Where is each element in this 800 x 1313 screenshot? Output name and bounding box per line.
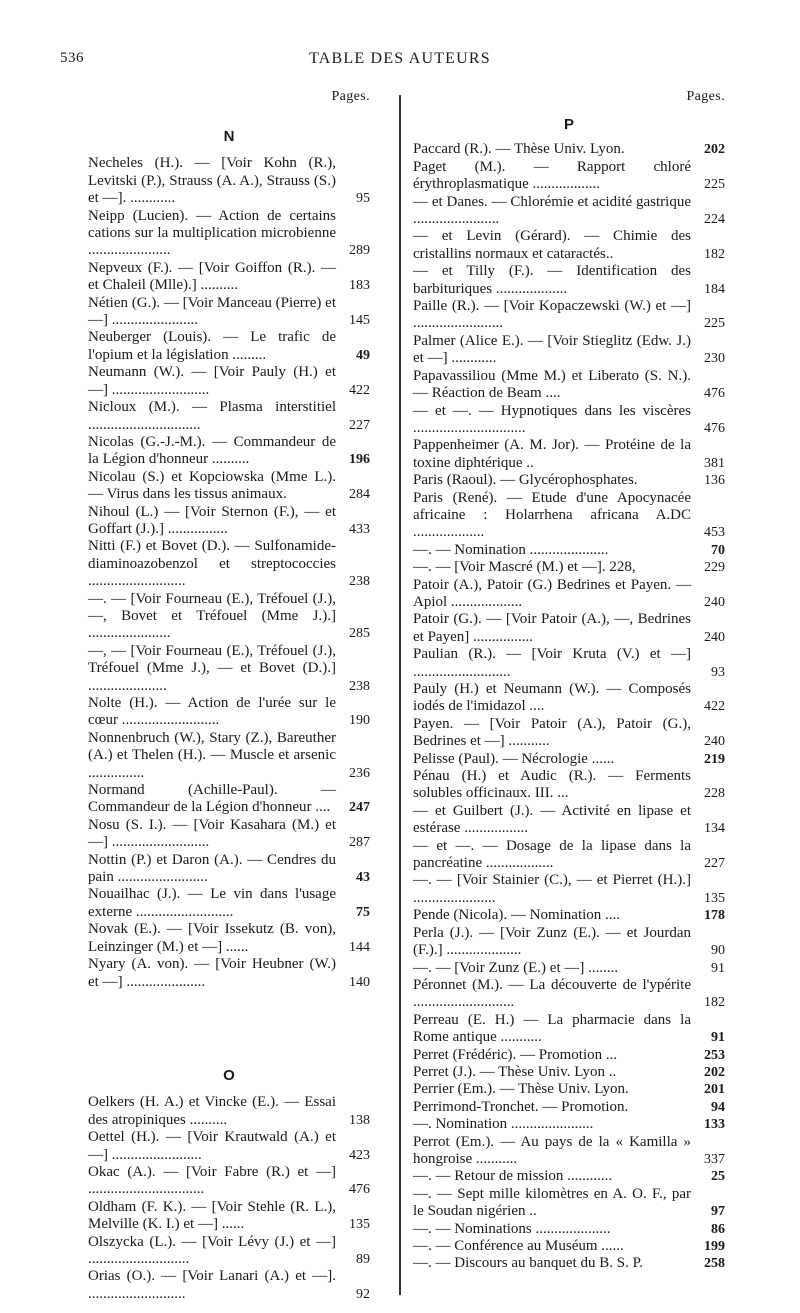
index-entry (88, 921, 370, 956)
entry-text: — et —. — Hypnotiques dans les viscères .............................. (413, 402, 691, 436)
pages-column-label: Pages. (686, 89, 725, 104)
entry-text: —, — [Voir Fourneau (E.), Tréfouel (J.), Tréfouel (Mme J.), — et Bovet (D.).] ..................... (88, 642, 336, 694)
entry-text: Perret (Frédéric). — Promotion ... (413, 1046, 618, 1063)
index-entry (413, 1047, 725, 1064)
entry-page-number: 285 (349, 626, 370, 642)
entry-page-number: 453 (704, 525, 725, 541)
entry-text: Paille (R.). — [Voir Kopaczewski (W.) et —] ........................ (413, 298, 691, 332)
index-entry (88, 782, 370, 817)
entry-page-number: 183 (349, 278, 370, 294)
index-entry (413, 1012, 725, 1047)
entry-text: Orias (O.). — [Voir Lanari (A.) et —]. .......................... (88, 1268, 336, 1302)
index-entry (88, 538, 370, 590)
index-entry (88, 1199, 370, 1234)
entry-text: Patoir (A.), Patoir (G.) Bedrines et Payen. — Apiol ................... (413, 576, 691, 610)
entry-text: —. Nomination ...................... (413, 1116, 594, 1133)
index-entry (88, 886, 370, 921)
section-letter-o: O (223, 1066, 235, 1084)
index-entry (88, 730, 370, 782)
entry-text: Paris (Raoul). — Glycérophosphates. (413, 472, 638, 489)
index-entry (88, 364, 370, 399)
entry-text: —. — Nomination ..................... (413, 541, 609, 558)
entry-text: Pappenheimer (A. M. Jor). — Protéine de la toxine diphtérique .. (413, 437, 691, 471)
entry-text: —. — Discours au banquet du B. S. P. (413, 1255, 643, 1272)
index-entry (88, 399, 370, 434)
entry-text: —. — [Voir Mascré (M.) et —]. 228, (413, 559, 636, 576)
entry-text: Nihoul (L.) — [Voir Sternon (F.), — et Goffart (J.).] ................ (88, 503, 336, 537)
column-divider (399, 95, 401, 1295)
entry-text: Nepveux (F.). — [Voir Goiffon (R.). — et Chaleil (Mlle).] .......... (88, 259, 336, 294)
entry-text: Nicolau (S.) et Kopciowska (Mme L.). — Virus dans les tissus animaux. (88, 468, 336, 503)
entry-page-number: 184 (704, 281, 725, 297)
entry-page-number: 91 (711, 1030, 725, 1046)
entry-text: — et —. — Dosage de la lipase dans la pancréatine .................. (413, 837, 691, 872)
entry-page-number: 225 (704, 177, 725, 193)
running-title: TABLE DES AUTEURS (309, 50, 491, 67)
entry-text: Okac (A.). — [Voir Fabre (R.) et —] ............................... (88, 1163, 336, 1198)
index-entry (413, 1255, 725, 1272)
index-entry (88, 1164, 370, 1199)
entry-page-number: 337 (704, 1151, 725, 1167)
entry-text: —. — Retour de mission ............ (413, 1168, 613, 1185)
entry-page-number: 476 (349, 1182, 370, 1198)
entry-page-number: 247 (349, 800, 370, 816)
index-entry (413, 228, 725, 263)
index-entry (88, 1129, 370, 1164)
entry-text: Pelisse (Paul). — Nécrologie ...... (413, 750, 615, 767)
entry-page-number: 422 (349, 382, 370, 398)
entry-page-number: 227 (704, 856, 725, 872)
index-entry (413, 681, 725, 716)
entry-text: Perla (J.). — [Voir Zunz (E.). — et Jourdan (F.).] .................... (413, 924, 691, 959)
entry-page-number: 423 (349, 1147, 370, 1163)
entry-page-number: 135 (349, 1217, 370, 1233)
entry-page-number: 253 (704, 1047, 725, 1063)
entry-page-number: 287 (349, 835, 370, 851)
entry-page-number: 236 (349, 765, 370, 781)
index-entry (413, 1116, 725, 1133)
entry-text: —. — Conférence au Muséum ...... (413, 1238, 624, 1254)
index-entry (413, 907, 725, 924)
entry-page-number: 86 (711, 1221, 725, 1237)
entry-text: Nosu (S. I.). — [Voir Kasahara (M.) et —] .......................... (88, 816, 336, 851)
index-entry (88, 295, 370, 330)
section-letter-p: P (563, 116, 574, 133)
entry-page-number: 70 (711, 542, 725, 558)
entry-text: Nétien (G.). — [Voir Manceau (Pierre) et —] ....................... (88, 294, 336, 329)
entry-text: Papavassiliou (Mme M.) et Liberato (S. N.). — Réaction de Beam .... (413, 367, 691, 402)
index-entry (88, 695, 370, 730)
index-entry (413, 333, 725, 368)
entry-page-number: 240 (704, 594, 725, 610)
entry-text: Oldham (F. K.). — [Voir Stehle (R. L.), Melville (K. I.) et —] ...... (88, 1198, 336, 1233)
entry-page-number: 97 (711, 1204, 725, 1220)
author-list-o (88, 1094, 370, 1303)
index-entry (413, 1081, 725, 1098)
entry-page-number: 230 (704, 351, 725, 367)
index-entry (413, 577, 725, 612)
entry-page-number: 133 (704, 1117, 725, 1133)
index-entry (413, 872, 725, 907)
index-entry (413, 141, 725, 158)
index-entry (88, 208, 370, 260)
index-entry (413, 1064, 725, 1081)
entry-page-number: 219 (704, 751, 725, 767)
entry-page-number: 134 (704, 821, 725, 837)
index-entry (88, 1094, 370, 1129)
entry-text: — et Levin (Gérard). — Chimie des cristallins normaux et cataractés.. (413, 228, 691, 262)
index-entry (413, 977, 725, 1012)
entry-text: — et Danes. — Chlorémie et acidité gastrique ....................... (413, 193, 691, 228)
entry-page-number: 229 (704, 560, 725, 576)
index-entry (88, 852, 370, 887)
author-list-n (88, 155, 370, 991)
entry-text: Pénau (H.) et Audic (R.). — Ferments solubles officinaux. III. ... (413, 768, 691, 802)
entry-page-number: 227 (349, 417, 370, 433)
index-entry (413, 263, 725, 298)
entry-text: — et Tilly (F.). — Identification des barbituriques ................... (413, 263, 691, 297)
entry-text: Neuberger (Louis). — Le trafic de l'opium et la législation ......... (88, 329, 336, 363)
entry-page-number: 476 (704, 386, 725, 402)
entry-page-number: 284 (349, 487, 370, 503)
index-entry (413, 611, 725, 646)
index-entry (88, 434, 370, 469)
entry-text: Palmer (Alice E.). — [Voir Stieglitz (Edw. J.) et —] ............ (413, 332, 691, 367)
entry-page-number: 202 (704, 142, 725, 158)
entry-page-number: 224 (704, 212, 725, 228)
index-entry (413, 1168, 725, 1185)
entry-page-number: 43 (356, 870, 370, 886)
entry-page-number: 476 (704, 420, 725, 436)
entry-page-number: 433 (349, 521, 370, 537)
index-entry (413, 925, 725, 960)
entry-page-number: 238 (349, 574, 370, 590)
entry-page-number: 91 (711, 960, 725, 976)
entry-page-number: 140 (349, 974, 370, 990)
entry-page-number: 145 (349, 313, 370, 329)
index-entry (413, 298, 725, 333)
index-entry (413, 1099, 725, 1116)
entry-page-number: 190 (349, 713, 370, 729)
index-entry (88, 817, 370, 852)
entry-text: Perreau (E. H.) — La pharmacie dans la Rome antique ........... (413, 1011, 691, 1046)
entry-page-number: 202 (704, 1064, 725, 1080)
entry-text: Perrimond-Tronchet. — Promotion. (413, 1098, 629, 1115)
entry-page-number: 25 (711, 1169, 725, 1185)
index-entry (413, 716, 725, 751)
entry-text: Oelkers (H. A.) et Vincke (E.). — Essai des atropiniques .......... (88, 1094, 336, 1128)
index-entry (413, 1186, 725, 1221)
entry-page-number: 90 (711, 943, 725, 959)
entry-text: Nitti (F.) et Bovet (D.). — Sulfonamide-diaminoazobenzol et streptococcies .......................... (88, 538, 336, 590)
entry-text: Paget (M.). — Rapport chloré érythroplasmatique .................. (413, 158, 691, 193)
entry-text: — et Guilbert (J.). — Activité en lipase et estérase ................. (413, 802, 691, 837)
entry-page-number: 135 (704, 890, 725, 906)
index-entry (413, 194, 725, 229)
entry-text: Nonnenbruch (W.), Stary (Z.), Bareuther (A.) et Thelen (H.). — Muscle et arsenic ............... (88, 729, 336, 781)
pages-column-label: Pages. (331, 89, 370, 104)
index-entry (413, 1134, 725, 1169)
entry-text: Oettel (H.). — [Voir Krautwald (A.) et —] ........................ (88, 1129, 336, 1163)
entry-page-number: 289 (349, 243, 370, 259)
entry-text: Patoir (G.). — [Voir Patoir (A.), —, Bedrines et Payen] ................ (413, 611, 691, 645)
entry-page-number: 240 (704, 629, 725, 645)
entry-page-number: 240 (704, 734, 725, 750)
entry-text: Perrot (Em.). — Au pays de la « Kamilla » hongroise ........... (413, 1133, 691, 1167)
entry-page-number: 138 (349, 1112, 370, 1128)
index-entry (413, 1221, 725, 1238)
entry-text: Neipp (Lucien). — Action de certains cations sur la multiplication microbienne ...................... (88, 207, 336, 259)
left-column (88, 88, 370, 1303)
index-entry (88, 1234, 370, 1269)
index-entry (413, 768, 725, 803)
entry-page-number: 182 (704, 246, 725, 262)
index-entry (88, 1268, 370, 1303)
index-entry (88, 956, 370, 991)
entry-text: Paulian (R.). — [Voir Kruta (V.) et —] .......................... (413, 646, 691, 680)
entry-text: —. — [Voir Zunz (E.) et —] ........ (413, 959, 619, 976)
author-list-p (413, 141, 725, 1272)
entry-page-number: 225 (704, 316, 725, 332)
entry-page-number: 94 (711, 1099, 725, 1115)
entry-text: Perrier (Em.). — Thèse Univ. Lyon. (413, 1081, 629, 1098)
entry-text: Paccard (R.). — Thèse Univ. Lyon. (413, 141, 625, 158)
entry-page-number: 144 (349, 939, 370, 955)
section-letter-n: N (223, 128, 235, 145)
entry-text: Normand (Achille-Paul). — Commandeur de la Légion d'honneur .... (88, 782, 336, 816)
entry-page-number: 182 (704, 995, 725, 1011)
entry-text: Necheles (H.). — [Voir Kohn (R.), Levitski (P.), Strauss (A. A.), Strauss (S.) et —]. ............ (88, 155, 336, 207)
index-entry (413, 751, 725, 768)
entry-page-number: 93 (711, 664, 725, 680)
index-entry (88, 155, 370, 207)
index-entry (413, 960, 725, 977)
index-entry (413, 646, 725, 681)
index-entry (413, 803, 725, 838)
entry-text: —. — [Voir Fourneau (E.), Tréfouel (J.), —, Bovet et Tréfouel (Mme J.).] ...................... (88, 590, 336, 642)
entry-page-number: 228 (704, 786, 725, 802)
index-entry (88, 260, 370, 295)
entry-page-number: 258 (704, 1256, 725, 1272)
entry-text: Neumann (W.). — [Voir Pauly (H.) et —] .......................... (88, 364, 336, 398)
right-column (413, 88, 725, 1273)
entry-text: Péronnet (M.). — La découverte de l'ypérite ........................... (413, 976, 691, 1011)
index-entry (413, 559, 725, 576)
index-entry (413, 437, 725, 472)
entry-page-number: 201 (704, 1082, 725, 1098)
entry-page-number: 178 (704, 908, 725, 924)
index-entry (413, 1238, 725, 1255)
entry-text: Pauly (H.) et Neumann (W.). — Composés iodés de l'imidazol .... (413, 681, 691, 715)
entry-page-number: 422 (704, 699, 725, 715)
entry-text: —. — [Voir Stainier (C.), — et Pierret (H.).] ...................... (413, 872, 691, 906)
entry-page-number: 199 (704, 1239, 725, 1254)
entry-text: Nolte (H.). — Action de l'urée sur le cœur .......................... (88, 695, 336, 729)
index-entry (413, 542, 725, 559)
entry-page-number: 92 (356, 1286, 370, 1302)
entry-text: Olszycka (L.). — [Voir Lévy (J.) et —] ........................... (88, 1233, 336, 1267)
entry-page-number: 95 (356, 191, 370, 207)
page-header (60, 50, 740, 74)
entry-text: Payen. — [Voir Patoir (A.), Patoir (G.), Bedrines et —] ........... (413, 715, 691, 750)
entry-page-number: 75 (356, 904, 370, 920)
index-entry (413, 159, 725, 194)
entry-page-number: 89 (356, 1251, 370, 1267)
entry-text: Pende (Nicola). — Nomination .... (413, 907, 621, 924)
entry-page-number: 136 (704, 473, 725, 489)
index-entry (88, 643, 370, 695)
index-entry (88, 329, 370, 364)
index-entry (413, 472, 725, 489)
entry-text: Novak (E.). — [Voir Issekutz (B. von), Leinzinger (M.) et —] ...... (88, 921, 336, 955)
entry-page-number: 238 (349, 678, 370, 694)
page-number: 536 (60, 50, 84, 66)
entry-text: Paris (René). — Etude d'une Apocynacée africaine : Holarrhena africana A.DC ................... (413, 489, 691, 541)
entry-text: Nicolas (G.-J.-M.). — Commandeur de la Légion d'honneur .......... (88, 433, 336, 468)
index-entry (88, 469, 370, 504)
entry-text: Nicloux (M.). — Plasma interstitiel .............................. (88, 399, 336, 433)
entry-text: Nottin (P.) et Daron (A.). — Cendres du pain ........................ (88, 851, 336, 886)
entry-text: Nyary (A. von). — [Voir Heubner (W.) et —] ..................... (88, 956, 336, 990)
index-entry (88, 591, 370, 643)
index-entry (413, 490, 725, 542)
index-entry (88, 504, 370, 539)
entry-page-number: 196 (349, 452, 370, 468)
entry-page-number: 49 (356, 347, 370, 363)
entry-text: —. — Nominations .................... (413, 1220, 611, 1237)
entry-page-number: 381 (704, 455, 725, 471)
entry-text: Perret (J.). — Thèse Univ. Lyon .. (413, 1063, 617, 1080)
entry-text: —. — Sept mille kilomètres en A. O. F., par le Soudan nigérien .. (413, 1185, 691, 1220)
index-entry (413, 838, 725, 873)
index-entry (413, 403, 725, 438)
index-entry (413, 368, 725, 403)
entry-text: Nouailhac (J.). — Le vin dans l'usage externe .......................... (88, 886, 336, 920)
